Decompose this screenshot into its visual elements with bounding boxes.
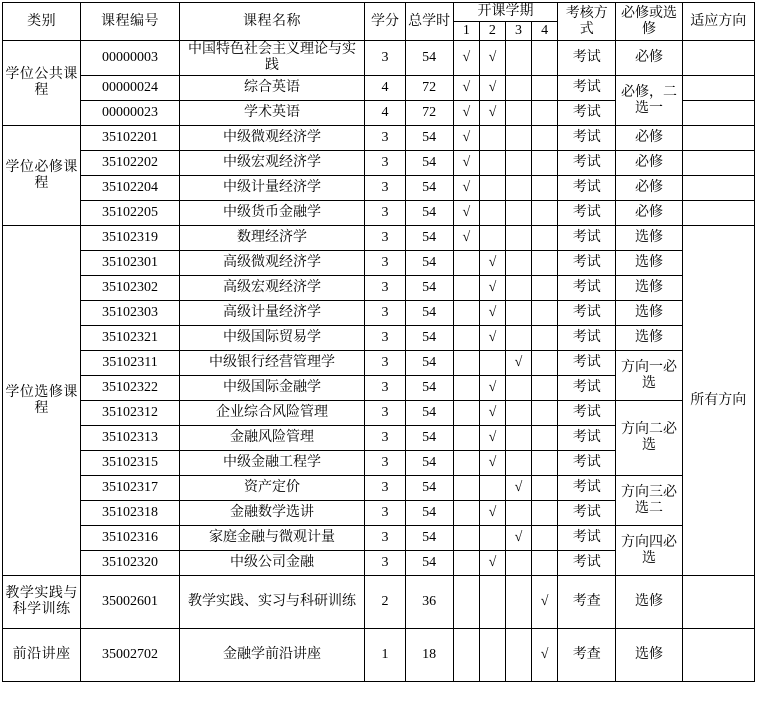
table-row xyxy=(3,401,755,426)
table-row xyxy=(3,301,755,326)
course-name-cell: 金融数学选讲 xyxy=(179,501,365,526)
requirement-cell: 必修 xyxy=(616,126,682,151)
requirement-cell: 方向一必选 xyxy=(616,351,682,401)
table-row xyxy=(3,176,755,201)
total-hours-cell: 54 xyxy=(405,251,453,276)
term-2-cell: √ xyxy=(479,276,505,301)
table-row xyxy=(3,201,755,226)
credits-cell: 3 xyxy=(365,226,405,251)
table-row xyxy=(3,629,755,682)
total-hours-cell: 54 xyxy=(405,276,453,301)
category-cell: 学位必修课程 xyxy=(3,126,81,226)
term-1-cell: √ xyxy=(453,226,479,251)
direction-cell: 所有方向 xyxy=(682,226,754,576)
course-name-cell: 高级微观经济学 xyxy=(179,251,365,276)
term-1-cell xyxy=(453,251,479,276)
course-name-cell: 高级计量经济学 xyxy=(179,301,365,326)
table-row xyxy=(3,526,755,551)
term-4-cell xyxy=(532,476,558,501)
term-2-cell: √ xyxy=(479,401,505,426)
term-2-cell: √ xyxy=(479,426,505,451)
assessment-cell: 考试 xyxy=(558,476,616,501)
term-4-cell xyxy=(532,41,558,76)
total-hours-cell: 72 xyxy=(405,76,453,101)
course-code-cell: 35102317 xyxy=(81,476,179,501)
term-1-cell xyxy=(453,326,479,351)
course-code-cell: 35102320 xyxy=(81,551,179,576)
assessment-cell: 考试 xyxy=(558,201,616,226)
term-4-cell xyxy=(532,551,558,576)
term-3-cell: √ xyxy=(505,351,531,376)
requirement-cell: 选修 xyxy=(616,576,682,629)
term-4-cell xyxy=(532,176,558,201)
term-2-cell xyxy=(479,126,505,151)
course-name-cell: 中级计量经济学 xyxy=(179,176,365,201)
direction-cell-empty xyxy=(682,576,754,629)
term-2-cell: √ xyxy=(479,101,505,126)
requirement-cell: 选修 xyxy=(616,251,682,276)
course-code-cell: 35102321 xyxy=(81,326,179,351)
requirement-cell: 方向三必选二 xyxy=(616,476,682,526)
header-term-1: 1 xyxy=(453,22,479,41)
term-4-cell xyxy=(532,201,558,226)
term-4-cell xyxy=(532,426,558,451)
term-1-cell xyxy=(453,451,479,476)
direction-cell-empty xyxy=(682,76,754,101)
term-3-cell xyxy=(505,276,531,301)
assessment-cell: 考试 xyxy=(558,376,616,401)
term-4-cell: √ xyxy=(532,629,558,682)
requirement-cell: 必修 xyxy=(616,151,682,176)
requirement-cell: 必修 xyxy=(616,201,682,226)
course-name-cell: 中级金融工程学 xyxy=(179,451,365,476)
course-name-cell: 数理经济学 xyxy=(179,226,365,251)
term-2-cell: √ xyxy=(479,551,505,576)
total-hours-cell: 54 xyxy=(405,401,453,426)
course-code-cell: 35102301 xyxy=(81,251,179,276)
header-requirement: 必修或选修 xyxy=(616,3,682,41)
table-row xyxy=(3,476,755,501)
term-3-cell xyxy=(505,126,531,151)
term-4-cell xyxy=(532,76,558,101)
total-hours-cell: 72 xyxy=(405,101,453,126)
term-2-cell xyxy=(479,351,505,376)
total-hours-cell: 36 xyxy=(405,576,453,629)
assessment-cell: 考试 xyxy=(558,326,616,351)
total-hours-cell: 54 xyxy=(405,476,453,501)
header-term-4: 4 xyxy=(532,22,558,41)
term-2-cell: √ xyxy=(479,326,505,351)
course-code-cell: 35102202 xyxy=(81,151,179,176)
course-code-cell: 35102201 xyxy=(81,126,179,151)
table-row xyxy=(3,41,755,76)
table-row xyxy=(3,251,755,276)
term-2-cell xyxy=(479,629,505,682)
assessment-cell: 考试 xyxy=(558,41,616,76)
term-3-cell xyxy=(505,551,531,576)
credits-cell: 2 xyxy=(365,576,405,629)
credits-cell: 3 xyxy=(365,41,405,76)
direction-cell-empty xyxy=(682,126,754,151)
assessment-cell: 考试 xyxy=(558,551,616,576)
assessment-cell: 考查 xyxy=(558,576,616,629)
total-hours-cell: 54 xyxy=(405,526,453,551)
total-hours-cell: 54 xyxy=(405,551,453,576)
term-3-cell xyxy=(505,76,531,101)
course-code-cell: 35102322 xyxy=(81,376,179,401)
table-header xyxy=(3,3,755,41)
header-category: 类别 xyxy=(3,3,81,41)
category-cell: 前沿讲座 xyxy=(3,629,81,682)
term-4-cell xyxy=(532,501,558,526)
course-name-cell: 资产定价 xyxy=(179,476,365,501)
total-hours-cell: 54 xyxy=(405,426,453,451)
course-name-cell: 企业综合风险管理 xyxy=(179,401,365,426)
term-1-cell: √ xyxy=(453,101,479,126)
credits-cell: 3 xyxy=(365,351,405,376)
term-1-cell xyxy=(453,576,479,629)
term-2-cell xyxy=(479,151,505,176)
term-4-cell xyxy=(532,251,558,276)
course-code-cell: 35102311 xyxy=(81,351,179,376)
credits-cell: 3 xyxy=(365,151,405,176)
course-name-cell: 中级货币金融学 xyxy=(179,201,365,226)
term-1-cell: √ xyxy=(453,126,479,151)
course-code-cell: 35102303 xyxy=(81,301,179,326)
course-code-cell: 35102319 xyxy=(81,226,179,251)
assessment-cell: 考试 xyxy=(558,451,616,476)
credits-cell: 3 xyxy=(365,476,405,501)
course-code-cell: 35102313 xyxy=(81,426,179,451)
term-4-cell xyxy=(532,401,558,426)
requirement-cell: 方向四必选 xyxy=(616,526,682,576)
course-name-cell: 中国特色社会主义理论与实践 xyxy=(179,41,365,76)
term-1-cell xyxy=(453,401,479,426)
course-code-cell: 35002601 xyxy=(81,576,179,629)
term-3-cell: √ xyxy=(505,476,531,501)
table-row xyxy=(3,276,755,301)
credits-cell: 3 xyxy=(365,176,405,201)
course-name-cell: 中级公司金融 xyxy=(179,551,365,576)
header-term-group: 开课学期 xyxy=(453,3,557,22)
table-row xyxy=(3,76,755,101)
course-name-cell: 金融风险管理 xyxy=(179,426,365,451)
term-3-cell xyxy=(505,401,531,426)
credits-cell: 3 xyxy=(365,451,405,476)
assessment-cell: 考试 xyxy=(558,351,616,376)
term-3-cell xyxy=(505,629,531,682)
term-3-cell xyxy=(505,501,531,526)
term-3-cell xyxy=(505,326,531,351)
total-hours-cell: 54 xyxy=(405,201,453,226)
term-3-cell xyxy=(505,251,531,276)
credits-cell: 4 xyxy=(365,101,405,126)
assessment-cell: 考试 xyxy=(558,76,616,101)
header-course-code: 课程编号 xyxy=(81,3,179,41)
term-1-cell xyxy=(453,376,479,401)
credits-cell: 4 xyxy=(365,76,405,101)
requirement-cell: 方向二必选 xyxy=(616,401,682,476)
credits-cell: 3 xyxy=(365,426,405,451)
term-2-cell xyxy=(479,176,505,201)
total-hours-cell: 54 xyxy=(405,326,453,351)
credits-cell: 3 xyxy=(365,326,405,351)
course-name-cell: 中级银行经营管理学 xyxy=(179,351,365,376)
total-hours-cell: 54 xyxy=(405,301,453,326)
assessment-cell: 考试 xyxy=(558,101,616,126)
term-4-cell xyxy=(532,101,558,126)
term-3-cell xyxy=(505,41,531,76)
course-name-cell: 家庭金融与微观计量 xyxy=(179,526,365,551)
term-4-cell xyxy=(532,301,558,326)
course-code-cell: 35102205 xyxy=(81,201,179,226)
term-3-cell xyxy=(505,451,531,476)
term-3-cell: √ xyxy=(505,526,531,551)
requirement-cell: 选修 xyxy=(616,301,682,326)
total-hours-cell: 18 xyxy=(405,629,453,682)
course-name-cell: 高级宏观经济学 xyxy=(179,276,365,301)
header-term-3: 3 xyxy=(505,22,531,41)
term-2-cell xyxy=(479,226,505,251)
total-hours-cell: 54 xyxy=(405,41,453,76)
credits-cell: 3 xyxy=(365,301,405,326)
assessment-cell: 考试 xyxy=(558,151,616,176)
term-1-cell xyxy=(453,351,479,376)
header-total-hours: 总学时 xyxy=(405,3,453,41)
table-row xyxy=(3,126,755,151)
table-body xyxy=(3,41,755,682)
requirement-cell: 选修 xyxy=(616,629,682,682)
course-code-cell: 35102318 xyxy=(81,501,179,526)
course-code-cell: 35102312 xyxy=(81,401,179,426)
term-4-cell xyxy=(532,326,558,351)
term-1-cell xyxy=(453,526,479,551)
term-4-cell xyxy=(532,276,558,301)
header-credits: 学分 xyxy=(365,3,405,41)
course-code-cell: 35102316 xyxy=(81,526,179,551)
term-4-cell xyxy=(532,451,558,476)
assessment-cell: 考试 xyxy=(558,126,616,151)
term-4-cell xyxy=(532,226,558,251)
total-hours-cell: 54 xyxy=(405,151,453,176)
term-1-cell: √ xyxy=(453,201,479,226)
term-1-cell xyxy=(453,426,479,451)
term-1-cell: √ xyxy=(453,41,479,76)
requirement-cell: 选修 xyxy=(616,276,682,301)
course-code-cell: 35002702 xyxy=(81,629,179,682)
total-hours-cell: 54 xyxy=(405,126,453,151)
course-name-cell: 中级国际金融学 xyxy=(179,376,365,401)
term-3-cell xyxy=(505,101,531,126)
term-4-cell xyxy=(532,351,558,376)
header-assessment: 考核方式 xyxy=(558,3,616,41)
assessment-cell: 考试 xyxy=(558,276,616,301)
course-code-cell: 35102204 xyxy=(81,176,179,201)
term-1-cell: √ xyxy=(453,76,479,101)
assessment-cell: 考试 xyxy=(558,251,616,276)
assessment-cell: 考试 xyxy=(558,426,616,451)
course-name-cell: 综合英语 xyxy=(179,76,365,101)
term-3-cell xyxy=(505,201,531,226)
category-cell: 学位公共课程 xyxy=(3,41,81,126)
course-name-cell: 学术英语 xyxy=(179,101,365,126)
term-4-cell: √ xyxy=(532,576,558,629)
direction-cell-empty xyxy=(682,629,754,682)
term-1-cell: √ xyxy=(453,151,479,176)
term-2-cell: √ xyxy=(479,41,505,76)
term-1-cell xyxy=(453,551,479,576)
term-3-cell xyxy=(505,301,531,326)
term-2-cell xyxy=(479,201,505,226)
term-1-cell xyxy=(453,501,479,526)
assessment-cell: 考试 xyxy=(558,176,616,201)
term-3-cell xyxy=(505,151,531,176)
term-3-cell xyxy=(505,426,531,451)
credits-cell: 3 xyxy=(365,201,405,226)
assessment-cell: 考查 xyxy=(558,629,616,682)
header-row-main xyxy=(3,3,755,22)
table-row xyxy=(3,351,755,376)
direction-cell-empty xyxy=(682,151,754,176)
total-hours-cell: 54 xyxy=(405,451,453,476)
credits-cell: 3 xyxy=(365,276,405,301)
table-row xyxy=(3,226,755,251)
total-hours-cell: 54 xyxy=(405,226,453,251)
course-code-cell: 00000024 xyxy=(81,76,179,101)
term-4-cell xyxy=(532,526,558,551)
total-hours-cell: 54 xyxy=(405,176,453,201)
term-1-cell: √ xyxy=(453,176,479,201)
term-3-cell xyxy=(505,176,531,201)
requirement-cell: 必修，二选一 xyxy=(616,76,682,126)
course-code-cell: 00000023 xyxy=(81,101,179,126)
term-2-cell xyxy=(479,526,505,551)
credits-cell: 3 xyxy=(365,401,405,426)
header-direction: 适应方向 xyxy=(682,3,754,41)
course-code-cell: 35102315 xyxy=(81,451,179,476)
requirement-cell: 选修 xyxy=(616,326,682,351)
credits-cell: 3 xyxy=(365,251,405,276)
total-hours-cell: 54 xyxy=(405,351,453,376)
credits-cell: 3 xyxy=(365,526,405,551)
credits-cell: 1 xyxy=(365,629,405,682)
term-3-cell xyxy=(505,576,531,629)
term-3-cell xyxy=(505,226,531,251)
term-2-cell: √ xyxy=(479,76,505,101)
course-name-cell: 中级微观经济学 xyxy=(179,126,365,151)
term-1-cell xyxy=(453,276,479,301)
requirement-cell: 必修 xyxy=(616,41,682,76)
total-hours-cell: 54 xyxy=(405,376,453,401)
header-term-2: 2 xyxy=(479,22,505,41)
course-name-cell: 中级宏观经济学 xyxy=(179,151,365,176)
direction-cell-empty xyxy=(682,101,754,126)
assessment-cell: 考试 xyxy=(558,501,616,526)
term-2-cell xyxy=(479,476,505,501)
term-2-cell: √ xyxy=(479,301,505,326)
assessment-cell: 考试 xyxy=(558,526,616,551)
credits-cell: 3 xyxy=(365,126,405,151)
term-1-cell xyxy=(453,629,479,682)
assessment-cell: 考试 xyxy=(558,401,616,426)
assessment-cell: 考试 xyxy=(558,301,616,326)
course-name-cell: 金融学前沿讲座 xyxy=(179,629,365,682)
total-hours-cell: 54 xyxy=(405,501,453,526)
term-3-cell xyxy=(505,376,531,401)
term-4-cell xyxy=(532,151,558,176)
term-1-cell xyxy=(453,301,479,326)
table-row xyxy=(3,151,755,176)
direction-cell-empty xyxy=(682,41,754,76)
course-code-cell: 00000003 xyxy=(81,41,179,76)
term-2-cell xyxy=(479,576,505,629)
direction-cell-empty xyxy=(682,176,754,201)
course-name-cell: 教学实践、实习与科研训练 xyxy=(179,576,365,629)
direction-cell-empty xyxy=(682,201,754,226)
table-row xyxy=(3,576,755,629)
curriculum-table xyxy=(2,2,755,682)
header-course-name: 课程名称 xyxy=(179,3,365,41)
requirement-cell: 必修 xyxy=(616,176,682,201)
credits-cell: 3 xyxy=(365,501,405,526)
term-2-cell: √ xyxy=(479,376,505,401)
requirement-cell: 选修 xyxy=(616,226,682,251)
term-4-cell xyxy=(532,126,558,151)
term-2-cell: √ xyxy=(479,251,505,276)
credits-cell: 3 xyxy=(365,376,405,401)
term-2-cell: √ xyxy=(479,451,505,476)
credits-cell: 3 xyxy=(365,551,405,576)
term-4-cell xyxy=(532,376,558,401)
table-row xyxy=(3,326,755,351)
course-code-cell: 35102302 xyxy=(81,276,179,301)
term-1-cell xyxy=(453,476,479,501)
assessment-cell: 考试 xyxy=(558,226,616,251)
category-cell: 学位选修课程 xyxy=(3,226,81,576)
category-cell: 教学实践与科学训练 xyxy=(3,576,81,629)
course-name-cell: 中级国际贸易学 xyxy=(179,326,365,351)
term-2-cell: √ xyxy=(479,501,505,526)
